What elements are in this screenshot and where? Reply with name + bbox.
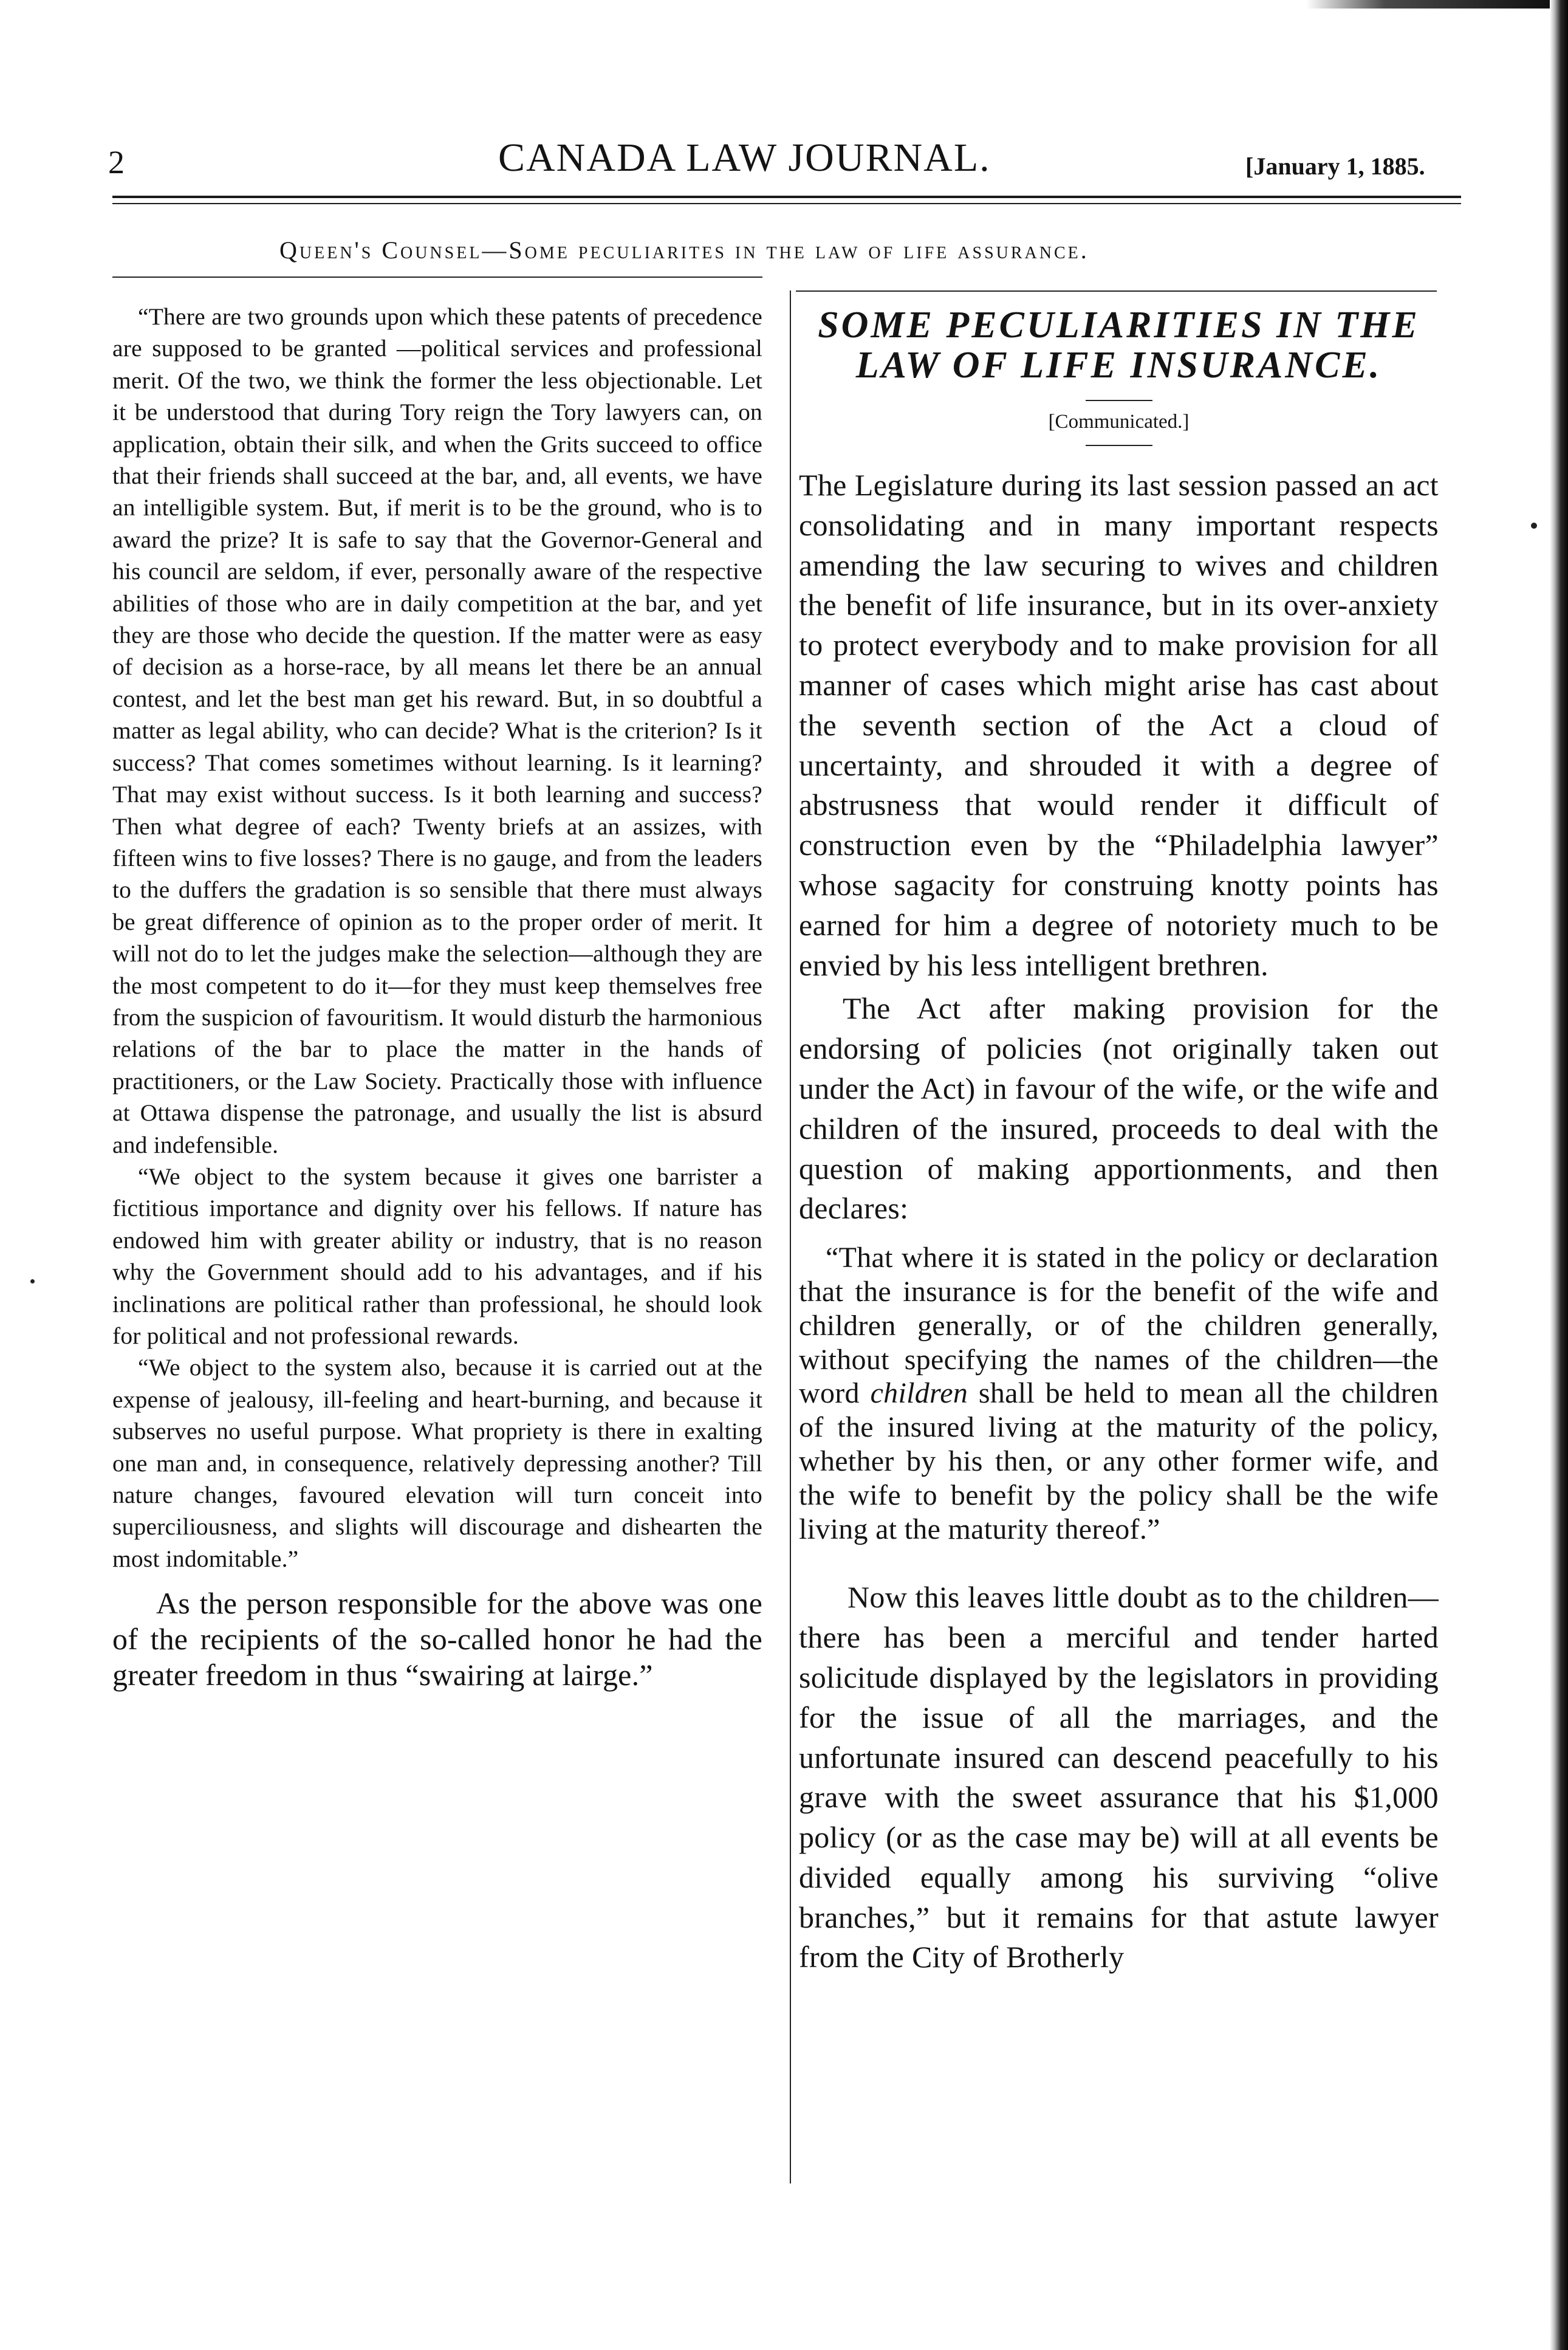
journal-title: CANADA LAW JOURNAL. xyxy=(498,136,991,180)
scan-edge-shadow xyxy=(1550,0,1568,2350)
quote-text-1: “That where it is stated in the policy or declaration that the insurance is for the benefit of the wife and children generally, or of the children generally, without specifying the names of the children—the word xyxy=(799,1242,1439,1410)
communicated-rule xyxy=(1086,445,1152,446)
left-paragraph-3: “We object to the system also, because it is carried out at the expense of jealousy, ill-feeling and heart-burning, and because it subserves no useful purpose. What propriety is there in exalting one man and, in consequence, relatively depressing another? Till nature changes, favoured elevation will turn conceit into superciliousness, and slights will discourage and dishearten the most indomitable.” xyxy=(112,1354,762,1572)
issue-date: [January 1, 1885. xyxy=(1245,153,1425,180)
article-title xyxy=(799,305,1439,385)
running-head: Queen's Counsel—Some peculiarites in the law of life assurance. xyxy=(279,236,1089,264)
header-rule-thick xyxy=(112,196,1461,198)
header-rule-thin xyxy=(112,203,1461,204)
right-paragraph-2: The Act after making provision for the endorsing of policies (not originally taken out under the Act) in favour of the wife, or the wife and children of the insured, proceeds to deal with the question of making apportionments, and then declares: xyxy=(799,991,1439,1226)
scan-speck xyxy=(30,1279,35,1283)
column-divider xyxy=(790,290,791,2183)
quote-text-2: shall be held to mean all the children of the insured living at the maturity of the policy, whether by his then, or any other former wife, and the wife to benefit by the policy shall be the wife living at the maturity thereof.” xyxy=(799,1377,1439,1545)
quote-italic-word: children xyxy=(870,1377,968,1410)
scan-speck xyxy=(1531,523,1537,529)
article-title-line-2: LAW OF LIFE INSURANCE. xyxy=(855,345,1382,386)
right-paragraph-1: The Legislature during its last session passed an act consolidating and in many important respects amending the law securing to wives and children the benefit of life insurance, but in its over-anxiety to protect everybody and to make provision for all manner of cases which might arise has cast about the seventh section of the Act a cloud of uncertainty, and shrouded it with a degree of abstrusness that would render it difficult of construction even by the “Philadelphia lawyer” whose sagacity for construing knotty points has earned for him a degree of notoriety much to be envied by his less intelligent brethren. xyxy=(799,468,1439,982)
right-column xyxy=(799,305,1439,1977)
statute-quote xyxy=(799,1241,1439,1546)
left-closing-paragraph: As the person responsible for the above was one of the recipients of the so-called honor he had the greater freedom in thus “swairing at lairge.” xyxy=(112,1586,762,1692)
right-column-rule xyxy=(796,290,1437,292)
communicated-note: [Communicated.] xyxy=(1048,411,1190,433)
left-column xyxy=(112,301,762,1693)
article-title-line-1: SOME PECULIARITIES IN THE xyxy=(818,304,1420,346)
left-paragraph-1: “There are two grounds upon which these patents of precedence are supposed to be granted —political services and professional merit. Of the two, we think the former the less objectionable. Let it be understood that during Tory reign the Tory lawyers can, on application, obtain their silk, and when the Grits succeed to office that their friends shall succeed at the bar, and, all events, we have an intelligible system. But, if merit is to be the ground, who is to award the prize? It is safe to say that the Governor-General and his council are seldom, if ever, personally aware of the respective abilities of those who are in daily competition at the bar, and yet they are those who decide the question. If the matter were as easy of decision as a horse-race, by all means let there be an annual contest, and let the best man get his reward. But, in so doubtful a matter as legal ability, who can decide? What is the criterion? Is it success? That comes sometimes without learning. Is it learning? That may exist without success. Is it both learning and success? Then what degree of each? Twenty briefs at an assizes, with fifteen wins to five losses? There is no gauge, and from the leaders to the duffers the gradation is so sensible that there must always be great difference of opinion as to the proper order of merit. It will not do to let the judges make the selection—although they are the most competent to do it—for they must keep themselves free from the suspicion of favouritism. It would disturb the harmonious relations of the bar to place the matter in the hands of practitioners, or the Law Society. Practically those with influence at Ottawa dispense the patronage, and usually the list is absurd and indefensible. xyxy=(112,303,762,1158)
page-number: 2 xyxy=(108,144,125,180)
right-paragraph-3: Now this leaves little doubt as to the children—there has been a merciful and tender harted solicitude displayed by the legislators in providing for the issue of all the marriages, and the unfortunate insured can descend peacefully to his grave with the sweet assurance that his $1,000 policy (or as the case may be) will at all events be divided equally among his surviving “olive branches,” but it remains for that astute lawyer from the City of Brotherly xyxy=(799,1580,1439,1974)
left-paragraph-2: “We object to the system because it gives one barrister a fictitious importance and dignity over his fellows. If nature has endowed him with greater ability or industry, that is no reason why the Government should add to his advantages, and if his inclinations are political rather than professional, he should look for political and not professional rewards. xyxy=(112,1163,762,1349)
scan-edge-shadow-top xyxy=(1306,0,1568,9)
title-rule xyxy=(1086,400,1152,401)
left-column-rule xyxy=(112,277,762,278)
